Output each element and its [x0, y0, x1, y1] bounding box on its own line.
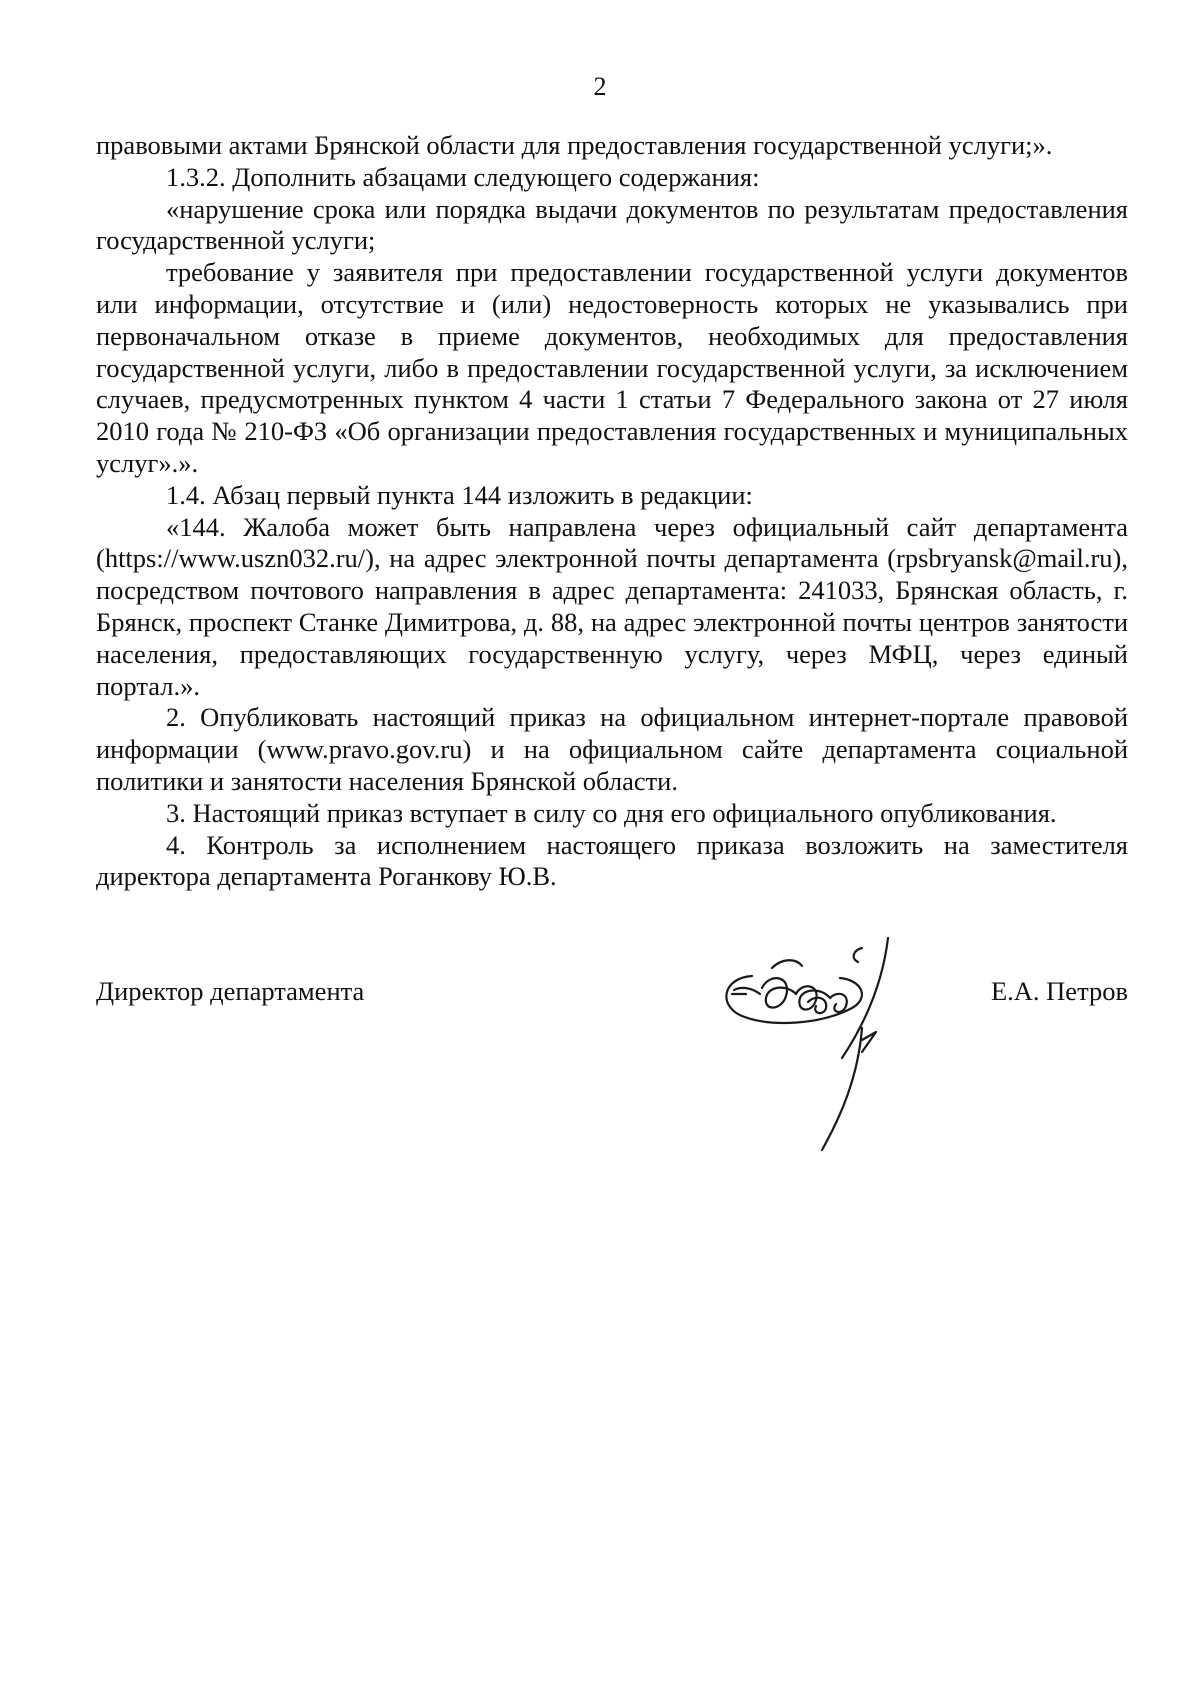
signatory-position: Директор департамента	[96, 976, 365, 1006]
paragraph-continuation: правовыми актами Брянской области для предоставления государственной услуги;».	[96, 130, 1053, 160]
paragraph-quote-violation: «нарушение срока или порядка выдачи документов по результатам предоставления государственной услуги;	[96, 193, 1128, 256]
paragraph-4-control: 4. Контроль за исполнением настоящего приказа возложить на заместителя директора департамента Роганкову Ю.В.	[96, 829, 1128, 892]
paragraph-144-complaint: «144. Жалоба может быть направлена через официальный сайт департамента (https://www.uszn032.ru/), на адрес электронной почты департамента (rpsbryansk@mail.ru), посредством почтового направления в адрес департамента: 241033, Брянская область, г. Брянск, проспект Станке Димитрова, д. 88, на адрес электронной почты центров занятости населения, предоставляющих государственную услугу, через МФЦ, через единый портал.».	[96, 511, 1128, 701]
handwritten-signature	[712, 928, 922, 1158]
paragraph-requirement: требование у заявителя при предоставлении государственной услуги документов или информации, отсутствие и (или) недостоверность которых не указывались при первоначальном отказе в приеме документов, необходимых для предоставления государственной услуги, либо в предоставлении государственной услуги, за исключением случаев, предусмотренных пунктом 4 части 1 статьи 7 Федерального закона от 27 июля 2010 года № 210-ФЗ «Об организации предоставления государственных и муниципальных услуг».».	[96, 257, 1128, 478]
page-number: 2	[593, 72, 607, 101]
signatory-name: Е.А. Петров	[990, 976, 1128, 1006]
paragraph-1-4: 1.4. Абзац первый пункта 144 изложить в редакции:	[166, 479, 753, 510]
document-body	[96, 130, 1128, 893]
paragraph-3-effective: 3. Настоящий приказ вступает в силу со дня его официального опубликования.	[166, 797, 1057, 828]
signature-block	[96, 975, 1128, 1015]
paragraph-2-publish: 2. Опубликовать настоящий приказ на официальном интернет-портале правовой информации (www.pravo.gov.ru) и на официальном сайте департамента социальной политики и занятости населения Брянской области.	[96, 702, 1128, 796]
paragraph-1-3-2: 1.3.2. Дополнить абзацами следующего содержания:	[166, 161, 760, 192]
